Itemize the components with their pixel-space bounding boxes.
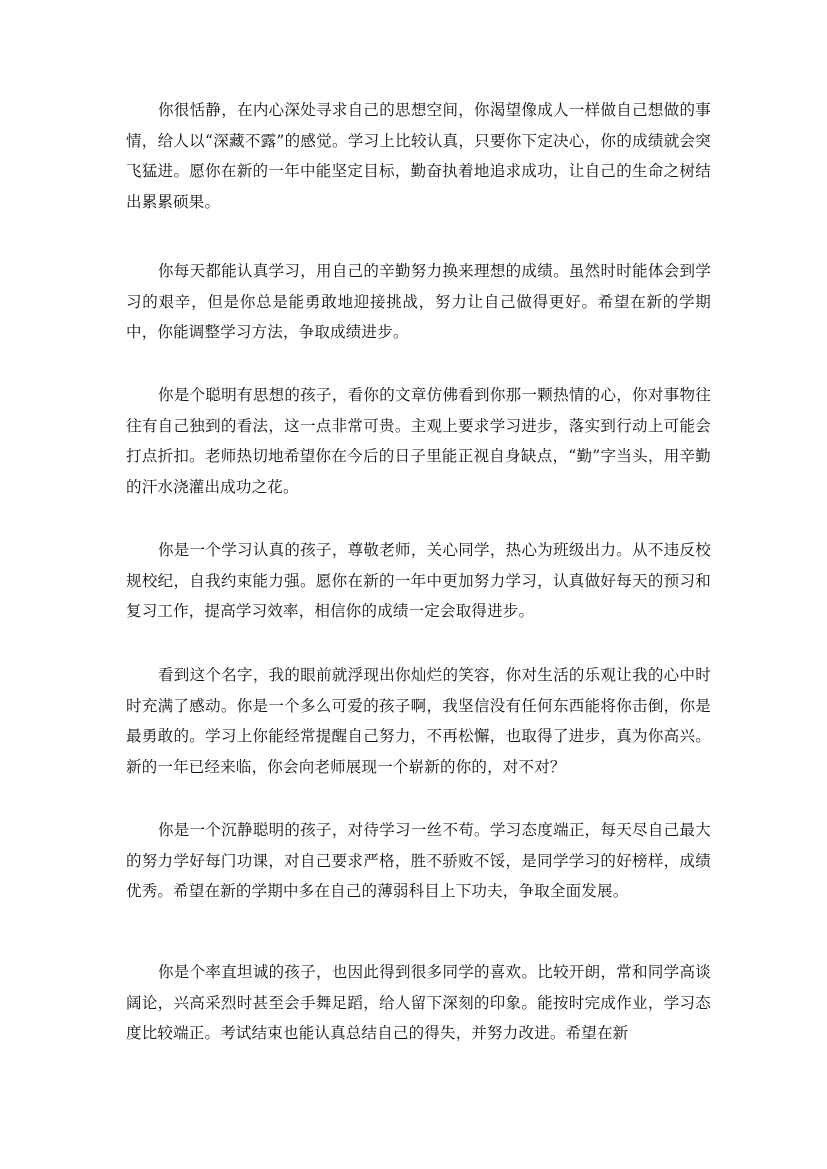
comment-paragraph-5: 看到这个名字，我的眼前就浮现出你灿烂的笑容，你对生活的乐观让我的心中时时充满了感动。你是一个多么可爱的孩子啊，我坚信没有任何东西能将你击倒，你是最勇敢的。学习上你能经常提醒自己努力，不再松懈，也取得了进步，真为你高兴。新的一年已经来临，你会向老师展现一个崭新的你的，对不对？ — [126, 666, 711, 776]
comment-paragraph-4: 你是一个学习认真的孩子，尊敬老师，关心同学，热心为班级出力。从不违反校规校纪，自我约束能力强。愿你在新的一年中更加努力学习，认真做好每天的预习和复习工作，提高学习效率，相信你的成绩一定会取得进步。 — [126, 541, 711, 620]
comment-paragraph-3: 你是个聪明有思想的孩子，看你的文章仿佛看到你那一颗热情的心，你对事物往往有自己独到的看法，这一点非常可贵。主观上要求学习进步，落实到行动上可能会打点折扣。老师热切地希望你在今后的日子里能正视自身缺点，“勤”字当头，用辛勤的汗水浇灌出成功之花。 — [126, 386, 711, 496]
comment-paragraph-2: 你每天都能认真学习，用自己的辛勤努力换来理想的成绩。虽然时时能体会到学习的艰辛，但是你总是能勇敢地迎接挑战，努力让自己做得更好。希望在新的学期中，你能调整学习方法，争取成绩进步。 — [126, 262, 711, 341]
comment-paragraph-6: 你是一个沉静聪明的孩子，对待学习一丝不苟。学习态度端正，每天尽自己最大的努力学好每门功课，对自己要求严格，胜不骄败不馁，是同学学习的好榜样，成绩优秀。希望在新的学期中多在自己的薄弱科目上下功夫，争取全面发展。 — [126, 821, 711, 900]
comment-paragraph-7: 你是个率直坦诚的孩子，也因此得到很多同学的喜欢。比较开朗，常和同学高谈阔论，兴高采烈时甚至会手舞足蹈，给人留下深刻的印象。能按时完成作业，学习态度比较端正。考试结束也能认真总结自己的得失，并努力改进。希望在新 — [126, 963, 711, 1042]
comment-paragraph-1: 你很恬静，在内心深处寻求自己的思想空间，你渴望像成人一样做自己想做的事情，给人以“深藏不露”的感觉。学习上比较认真，只要你下定决心，你的成绩就会突飞猛进。愿你在新的一年中能坚定目标，勤奋执着地追求成功，让自己的生命之树结出累累硕果。 — [126, 101, 711, 211]
